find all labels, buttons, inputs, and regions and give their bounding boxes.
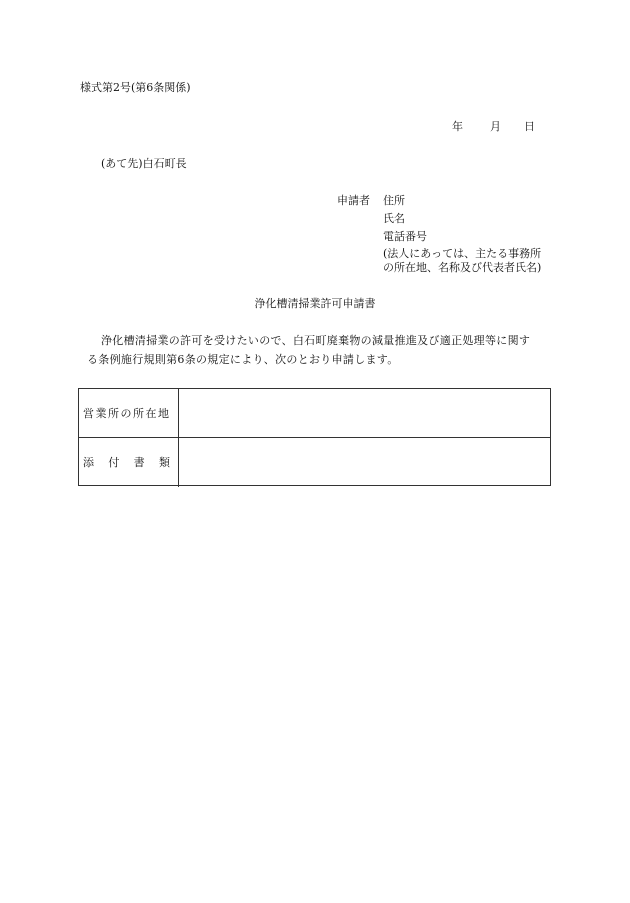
table-row-location: [79, 389, 550, 438]
applicant-phone-label: 電話番号: [383, 230, 427, 243]
applicant-address-label: 住所: [383, 194, 405, 207]
body-text-line2: る条例施行規則第6条の規定により、次のとおり申請します。: [87, 353, 399, 366]
documents-label-char: 添: [83, 456, 94, 469]
date-line: [452, 121, 542, 133]
documents-label-char: 付: [108, 456, 120, 469]
document-title: 浄化槽清掃業許可申請書: [254, 297, 376, 310]
documents-value-field[interactable]: [179, 438, 550, 487]
info-table: [78, 388, 551, 486]
applicant-name-label: 氏名: [383, 212, 405, 225]
location-value-field[interactable]: [179, 389, 550, 437]
date-year-label: 年: [452, 120, 463, 133]
date-day-label: 日: [524, 120, 535, 133]
location-label: 営業所の所在地: [83, 406, 171, 420]
documents-label-char: 書: [133, 456, 145, 469]
body-text-line1: 浄化槽清掃業の許可を受けたいので、白石町廃棄物の減量推進及び適正処理等に関す: [101, 334, 531, 347]
documents-label: [79, 438, 178, 487]
applicant-label: 申請者: [337, 194, 370, 207]
applicant-note-line2: の所在地、名称及び代表者氏名): [383, 261, 542, 274]
date-month-label: 月: [490, 120, 501, 133]
form-number: 様式第2号(第6条関係): [80, 81, 191, 94]
addressee: (あて先)白石町長: [101, 157, 187, 170]
applicant-note-line1: (法人にあっては、主たる事務所: [383, 247, 542, 260]
table-row-documents: [79, 438, 550, 487]
documents-label-char: 類: [158, 456, 170, 469]
